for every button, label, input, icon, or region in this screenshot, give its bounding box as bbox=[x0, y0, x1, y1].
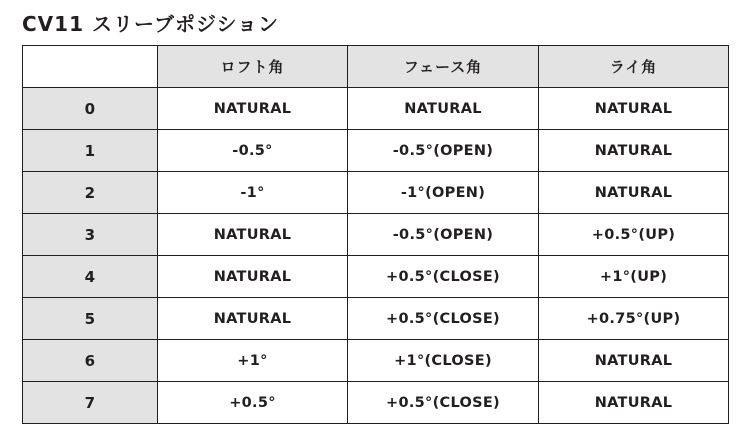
table-corner-cell bbox=[23, 46, 158, 88]
table-row bbox=[23, 256, 729, 298]
row-header-position: 3 bbox=[23, 214, 158, 256]
cell-lie: NATURAL bbox=[539, 130, 729, 172]
table-row bbox=[23, 340, 729, 382]
row-header-position: 0 bbox=[23, 88, 158, 130]
cell-lie: NATURAL bbox=[539, 88, 729, 130]
row-header-position: 7 bbox=[23, 382, 158, 424]
cell-loft: NATURAL bbox=[158, 214, 348, 256]
page-title: CV11 スリーブポジション bbox=[22, 12, 280, 36]
sleeve-position-table-wrapper bbox=[22, 45, 728, 424]
cell-face: +1°(CLOSE) bbox=[348, 340, 539, 382]
cell-face: +0.5°(CLOSE) bbox=[348, 256, 539, 298]
table-row bbox=[23, 130, 729, 172]
cell-loft: NATURAL bbox=[158, 256, 348, 298]
table-row bbox=[23, 88, 729, 130]
row-header-position: 4 bbox=[23, 256, 158, 298]
cell-face: NATURAL bbox=[348, 88, 539, 130]
cell-face: -1°(OPEN) bbox=[348, 172, 539, 214]
cell-lie: +1°(UP) bbox=[539, 256, 729, 298]
cell-loft: NATURAL bbox=[158, 88, 348, 130]
cell-loft: +1° bbox=[158, 340, 348, 382]
row-header-position: 6 bbox=[23, 340, 158, 382]
table-row bbox=[23, 298, 729, 340]
table-body bbox=[23, 88, 729, 424]
table-header bbox=[23, 46, 729, 88]
table-row bbox=[23, 382, 729, 424]
cell-face: -0.5°(OPEN) bbox=[348, 214, 539, 256]
cell-face: +0.5°(CLOSE) bbox=[348, 298, 539, 340]
cell-loft: -1° bbox=[158, 172, 348, 214]
table-header-row bbox=[23, 46, 729, 88]
sleeve-position-table bbox=[22, 45, 729, 424]
cell-loft: -0.5° bbox=[158, 130, 348, 172]
cell-face: +0.5°(CLOSE) bbox=[348, 382, 539, 424]
cell-loft: +0.5° bbox=[158, 382, 348, 424]
cell-lie: +0.75°(UP) bbox=[539, 298, 729, 340]
cell-loft: NATURAL bbox=[158, 298, 348, 340]
table-row bbox=[23, 172, 729, 214]
column-header-face: フェース角 bbox=[348, 46, 539, 88]
row-header-position: 2 bbox=[23, 172, 158, 214]
column-header-lie: ライ角 bbox=[539, 46, 729, 88]
cell-lie: NATURAL bbox=[539, 340, 729, 382]
table-row bbox=[23, 214, 729, 256]
cell-lie: NATURAL bbox=[539, 172, 729, 214]
row-header-position: 5 bbox=[23, 298, 158, 340]
cell-face: -0.5°(OPEN) bbox=[348, 130, 539, 172]
column-header-loft: ロフト角 bbox=[158, 46, 348, 88]
cell-lie: NATURAL bbox=[539, 382, 729, 424]
cell-lie: +0.5°(UP) bbox=[539, 214, 729, 256]
row-header-position: 1 bbox=[23, 130, 158, 172]
